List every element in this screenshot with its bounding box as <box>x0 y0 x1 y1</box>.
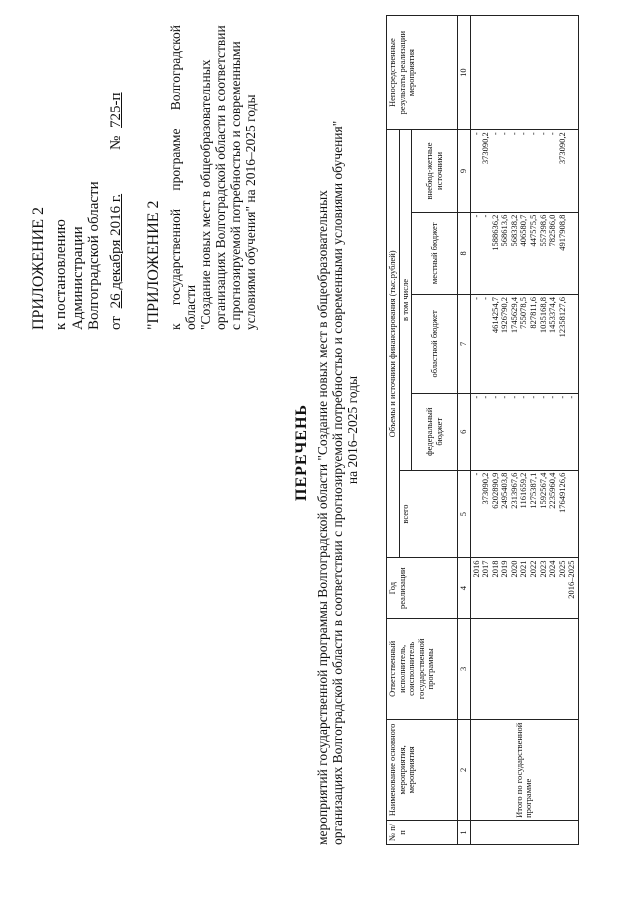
federal-cell <box>470 393 579 470</box>
extra-value: 373090,2 <box>480 132 491 165</box>
regional-value: 827811,6 <box>528 297 539 329</box>
regional-cell <box>470 295 579 394</box>
col-number: 9 <box>458 130 471 212</box>
total-value: 1161659,2 <box>518 472 529 509</box>
year-value: 2017 <box>480 560 491 578</box>
column-number-row <box>458 16 471 845</box>
row-number-cell <box>470 820 579 844</box>
regional-value: 1453374,4 <box>547 297 558 334</box>
year-value: 2019 <box>499 560 510 578</box>
date-prefix: от <box>108 316 124 330</box>
col-number: 10 <box>458 16 471 130</box>
result-cell <box>470 16 579 130</box>
local-value: 406580,7 <box>518 214 529 247</box>
federal-value: - <box>470 395 481 399</box>
extra-value: - <box>537 132 548 136</box>
header-line-3: Волгоградской области <box>86 181 102 330</box>
number-prefix: № <box>108 135 124 150</box>
regional-value: - <box>480 297 491 300</box>
header-line-2: Администрации <box>70 226 86 330</box>
extra-value: 373090,2 <box>556 132 567 165</box>
local-cell <box>470 212 579 294</box>
federal-value: - <box>489 395 500 399</box>
row-name: Итого по государственной программе <box>470 719 579 820</box>
header-line-1: к постановлению <box>53 219 69 330</box>
quote-line-3: организациях Волгоградской области в соответствии <box>213 25 228 330</box>
total-value: 1592567,4 <box>537 472 548 509</box>
header-funding-group: Объемы и источники финансирования (тыс.рублей) <box>387 130 400 558</box>
local-value: 1588636,2 <box>489 214 500 251</box>
date-value: 26 декабря 2016 г. <box>108 193 124 309</box>
date-line <box>108 194 125 330</box>
total-value: 2235960,4 <box>547 472 558 509</box>
total-value: 17649126,6 <box>556 472 567 514</box>
regional-value: 755078,5 <box>518 297 529 329</box>
federal-value: - <box>518 395 529 399</box>
total-value: 373090,2 <box>480 472 491 505</box>
federal-value: - <box>499 395 510 399</box>
quote-line-4: с прогнозируемой потребностью и современными <box>228 41 243 330</box>
total-value: 6202890,9 <box>489 472 500 509</box>
col-number: 7 <box>458 295 471 394</box>
quote-line-1: к государственной программе Волгоградской области <box>168 25 198 330</box>
federal-value: - <box>566 395 577 399</box>
years-cell <box>470 558 579 618</box>
local-value: - <box>470 214 481 218</box>
header-regional: областной бюджет <box>412 295 458 394</box>
local-value: 568338,2 <box>508 214 519 247</box>
federal-value: - <box>537 395 548 399</box>
quote-line-2: "Создание новых мест в общеобразовательных <box>198 59 213 330</box>
header-name: Наименование основного мероприятия, мероприятия <box>387 719 458 820</box>
year-value: 2016 <box>470 560 481 578</box>
year-value: 2025 <box>556 560 567 578</box>
total-value: - <box>470 472 481 476</box>
extra-value: - <box>528 132 539 136</box>
local-value: 557398,6 <box>537 214 548 247</box>
local-value: 782586,0 <box>547 214 558 247</box>
subtitle-line-2: организациях Волгоградской области в соответствии с прогнозируемой потребностью и современными условиями обучения" <box>330 120 345 845</box>
federal-value: - <box>556 395 567 399</box>
quote-line-5: условиями обучения" на 2016–2025 годы <box>243 94 258 330</box>
total-cell <box>470 470 579 558</box>
regional-value: 1035168,8 <box>537 297 548 334</box>
document-subtitle <box>315 15 360 845</box>
col-number: 4 <box>458 558 471 618</box>
header-extra: внебюд-жетные источники <box>412 130 458 212</box>
subtitle-line-3: на 2016–2025 годы <box>345 375 360 485</box>
col-number: 5 <box>458 470 471 558</box>
regional-value: 12358127,6 <box>556 297 567 338</box>
appendix-title: ПРИЛОЖЕНИЕ 2 <box>30 206 47 330</box>
local-value: 447575,5 <box>528 214 539 247</box>
regional-value: 4614254,7 <box>489 297 500 334</box>
quote-lines <box>168 25 258 330</box>
subtitle-line-1: мероприятий государственной программы Волгоградской области "Создание новых мест в общеобразовательных <box>315 190 330 845</box>
extra-value: - <box>489 132 500 136</box>
header-local: местный бюджет <box>412 212 458 294</box>
col-number: 3 <box>458 618 471 719</box>
table-row <box>470 16 579 845</box>
regional-value: 1926790,2 <box>499 297 510 334</box>
header-executor: Ответственный исполнитель, соисполнитель государственной программы <box>387 618 458 719</box>
year-value: 2020 <box>508 560 519 578</box>
regional-value <box>567 297 577 391</box>
extra-value <box>567 132 577 209</box>
header-federal: федеральный бюджет <box>412 393 458 470</box>
total-value <box>567 473 577 556</box>
regional-value: - <box>470 297 481 300</box>
header-result: Непосредственные результаты реализации мероприятия <box>387 16 458 130</box>
extra-value: - <box>508 132 519 136</box>
total-value: 2313967,6 <box>508 472 519 509</box>
row-executor-cell <box>470 618 579 719</box>
year-value: 2022 <box>528 560 539 578</box>
number-line <box>108 92 125 150</box>
regional-value: 1745629,4 <box>508 297 519 334</box>
col-number: 8 <box>458 212 471 294</box>
year-value: 2016–2025 <box>566 560 577 599</box>
col-number: 1 <box>458 820 471 844</box>
federal-value: - <box>480 395 491 399</box>
local-value: 568613,6 <box>499 214 510 247</box>
local-value <box>567 215 577 292</box>
header-including: в том числе <box>399 130 412 470</box>
measures-table <box>386 15 579 845</box>
total-value: 2495403,8 <box>499 472 510 509</box>
extra-value: - <box>499 132 510 136</box>
local-value: 4917908,8 <box>556 214 567 251</box>
quote-title: "ПРИЛОЖЕНИЕ 2 <box>145 200 162 330</box>
header-year: Год реализации <box>387 558 458 618</box>
col-number: 6 <box>458 393 471 470</box>
extra-value: - <box>470 132 481 136</box>
local-value: - <box>480 214 491 218</box>
extra-value: - <box>547 132 558 136</box>
extra-value: - <box>518 132 529 136</box>
year-value: 2023 <box>537 560 548 578</box>
total-value: 1275387,1 <box>528 472 539 509</box>
header-num: № п/п <box>387 820 458 844</box>
header-total: всего <box>399 470 458 558</box>
year-value: 2018 <box>489 560 500 578</box>
number-value: 725-п <box>108 92 124 128</box>
federal-value: - <box>547 395 558 399</box>
extra-cell <box>470 130 579 212</box>
federal-value: - <box>508 395 519 399</box>
year-value: 2021 <box>518 560 529 578</box>
col-number: 2 <box>458 719 471 820</box>
document-title: ПЕРЕЧЕНЬ <box>293 404 310 501</box>
year-value: 2024 <box>547 560 558 578</box>
federal-value: - <box>528 395 539 399</box>
